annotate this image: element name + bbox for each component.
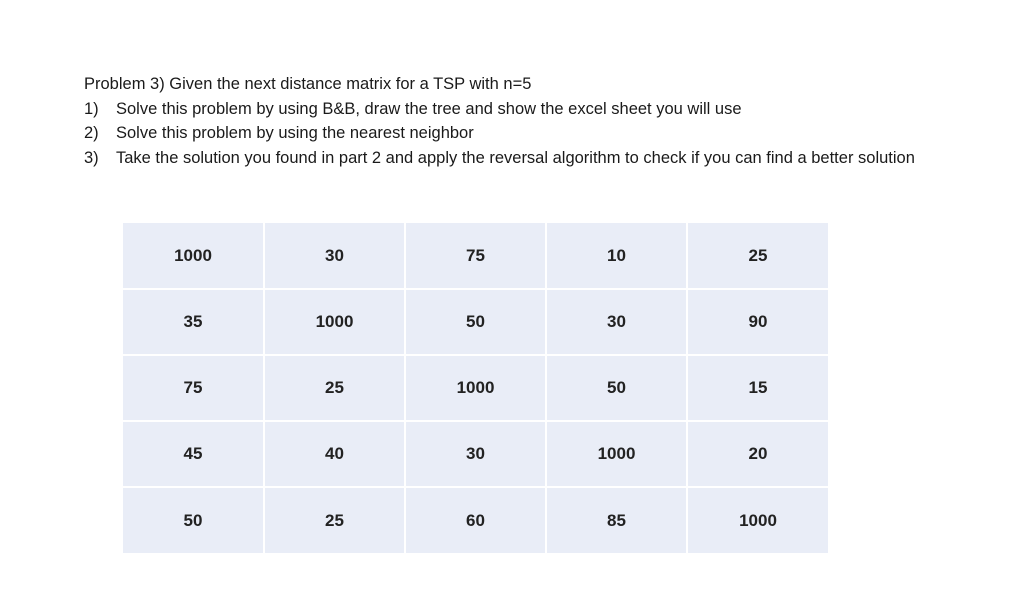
task-text: Take the solution you found in part 2 and apply the reversal algorithm to check if you can find a better solution	[116, 148, 915, 167]
matrix-cell: 35	[123, 289, 264, 355]
task-number: 2)	[84, 124, 99, 142]
matrix-cell: 75	[405, 223, 546, 289]
matrix-row	[123, 421, 828, 487]
matrix-cell: 30	[405, 421, 546, 487]
matrix-cell: 25	[264, 487, 405, 553]
task-list	[84, 97, 984, 171]
task-item	[84, 146, 984, 171]
matrix-cell: 1000	[739, 510, 777, 530]
matrix-cell: 50	[546, 355, 687, 421]
matrix-cell: 20	[687, 421, 828, 487]
distance-matrix	[123, 223, 828, 553]
matrix-cell: 50	[123, 487, 264, 553]
matrix-cell: 75	[123, 355, 264, 421]
matrix-cell: 25	[264, 355, 405, 421]
task-item	[84, 121, 984, 146]
task-text: Solve this problem by using the nearest neighbor	[116, 124, 474, 142]
matrix-cell: 85	[546, 487, 687, 553]
matrix-cell: 90	[687, 289, 828, 355]
problem-statement	[84, 72, 984, 170]
matrix-cell: 40	[264, 421, 405, 487]
matrix-row	[123, 487, 828, 553]
matrix-cell: 30	[264, 223, 405, 289]
matrix-cell: 1000	[546, 421, 687, 487]
matrix-cell: 15	[687, 355, 828, 421]
matrix-cell: 1000	[405, 355, 546, 421]
matrix-row	[123, 355, 828, 421]
matrix-cell: 10	[546, 223, 687, 289]
matrix-cell: 60	[405, 487, 546, 553]
task-item	[84, 97, 984, 122]
task-number: 1)	[84, 99, 99, 118]
matrix-cell: 1000	[264, 289, 405, 355]
matrix-cell: 25	[687, 223, 828, 289]
matrix-row	[123, 223, 828, 289]
problem-title: Problem 3) Given the next distance matrix for a TSP with n=5	[84, 75, 532, 93]
matrix-cell: 45	[123, 421, 264, 487]
matrix-cell: 50	[405, 289, 546, 355]
matrix-cell: 1000	[123, 223, 264, 289]
matrix-cell: 30	[546, 289, 687, 355]
matrix-row	[123, 289, 828, 355]
task-number: 3)	[84, 148, 99, 167]
task-text: Solve this problem by using B&B, draw the tree and show the excel sheet you will use	[116, 99, 742, 118]
